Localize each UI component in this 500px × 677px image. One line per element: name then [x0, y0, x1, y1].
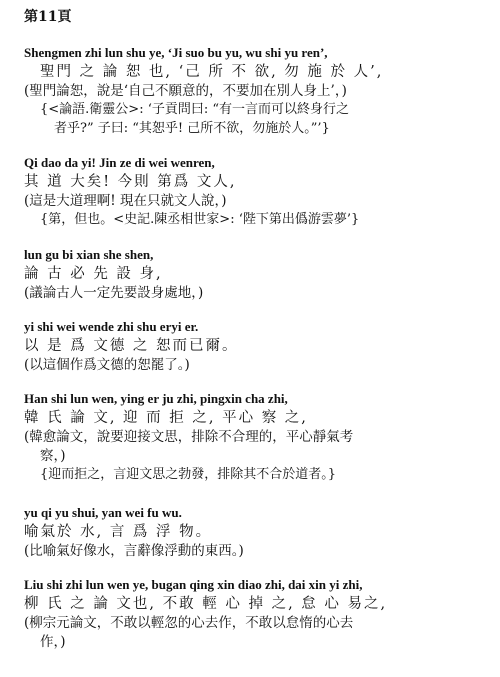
passage-block [24, 576, 494, 652]
gloss-line: (以這個作爲文德的恕罷了。) [24, 357, 190, 373]
romanization-line: yu qi yu shui, yan wei fu wu. [24, 505, 182, 520]
passage-block [24, 246, 494, 303]
passage-block [24, 154, 494, 230]
romanization-line: Qi dao da yi! Jin ze di wei wenren, [24, 155, 215, 170]
note-line: 者乎?” 子曰: “其恕乎! 己所不欲，勿施於人。”’} [54, 121, 330, 136]
romanization-line: Shengmen zhi lun shu ye, ‘Ji suo bu yu, wu shi yu ren’, [24, 45, 328, 60]
gloss-line: (柳宗元論文，不敢以輕忽的心去作，不敢以怠惰的心去 [24, 615, 354, 631]
romanization-line: lun gu bi xian she shen, [24, 247, 154, 262]
note-line: {迎而拒之，言迎文思之勃發，排除其不合於道者。} [40, 467, 337, 482]
gloss-line: (聖門論恕，說是‘自己不願意的，不要加在別人身上’，) [24, 83, 347, 99]
chinese-line: 喻氣於 水, 言 爲 浮 物。 [24, 524, 213, 540]
romanization-line: Han shi lun wen, ying er ju zhi, pingxin cha zhi, [24, 391, 288, 406]
chinese-line: 韓 氏 論 文, 迎 而 拒 之, 平心 察 之, [24, 410, 308, 426]
romanization-line: yi shi wei wende zhi shu eryi er. [24, 319, 199, 334]
chinese-line: 聖門 之 論 恕 也, ‘己 所 不 欲, 勿 施 於 人’, [40, 64, 384, 80]
romanization-line: Liu shi zhi lun wen ye, bugan qing xin diao zhi, dai xin yi zhi, [24, 577, 363, 592]
gloss-continuation-line: 作，) [40, 634, 66, 650]
gloss-line: (這是大道理啊! 現在只就文人說，) [24, 193, 227, 209]
chinese-line: 論 古 必 先 設 身, [24, 266, 163, 282]
gloss-line: (議論古人一定先要設身處地，) [24, 285, 204, 301]
passage-block [24, 44, 494, 139]
gloss-continuation-line: 察，) [40, 448, 66, 464]
passage-block [24, 504, 494, 561]
chinese-line: 以 是 爲 文德 之 恕而已爾。 [24, 338, 239, 354]
note-line: {第，但也。<史記.陳丞相世家>: ‘陛下第出僞游雲夢’} [40, 212, 360, 227]
note-line: {<論語.衛靈公>: ‘子貢問曰: “有一言而可以終身行之 [40, 102, 349, 117]
gloss-line: (韓愈論文，說要迎接文思，排除不合理的，平心靜氣考 [24, 429, 354, 445]
passage-block [24, 318, 494, 375]
passage-block [24, 390, 494, 485]
gloss-line: (比喻氣好像水，言辭像浮動的東西。) [24, 543, 244, 559]
chinese-line: 其 道 大矣! 今則 第爲 文人, [24, 174, 237, 190]
page-number: 第11頁 [24, 9, 72, 25]
chinese-line: 柳 氏 之 論 文也, 不敢 輕 心 掉 之, 怠 心 易之, [24, 596, 388, 612]
